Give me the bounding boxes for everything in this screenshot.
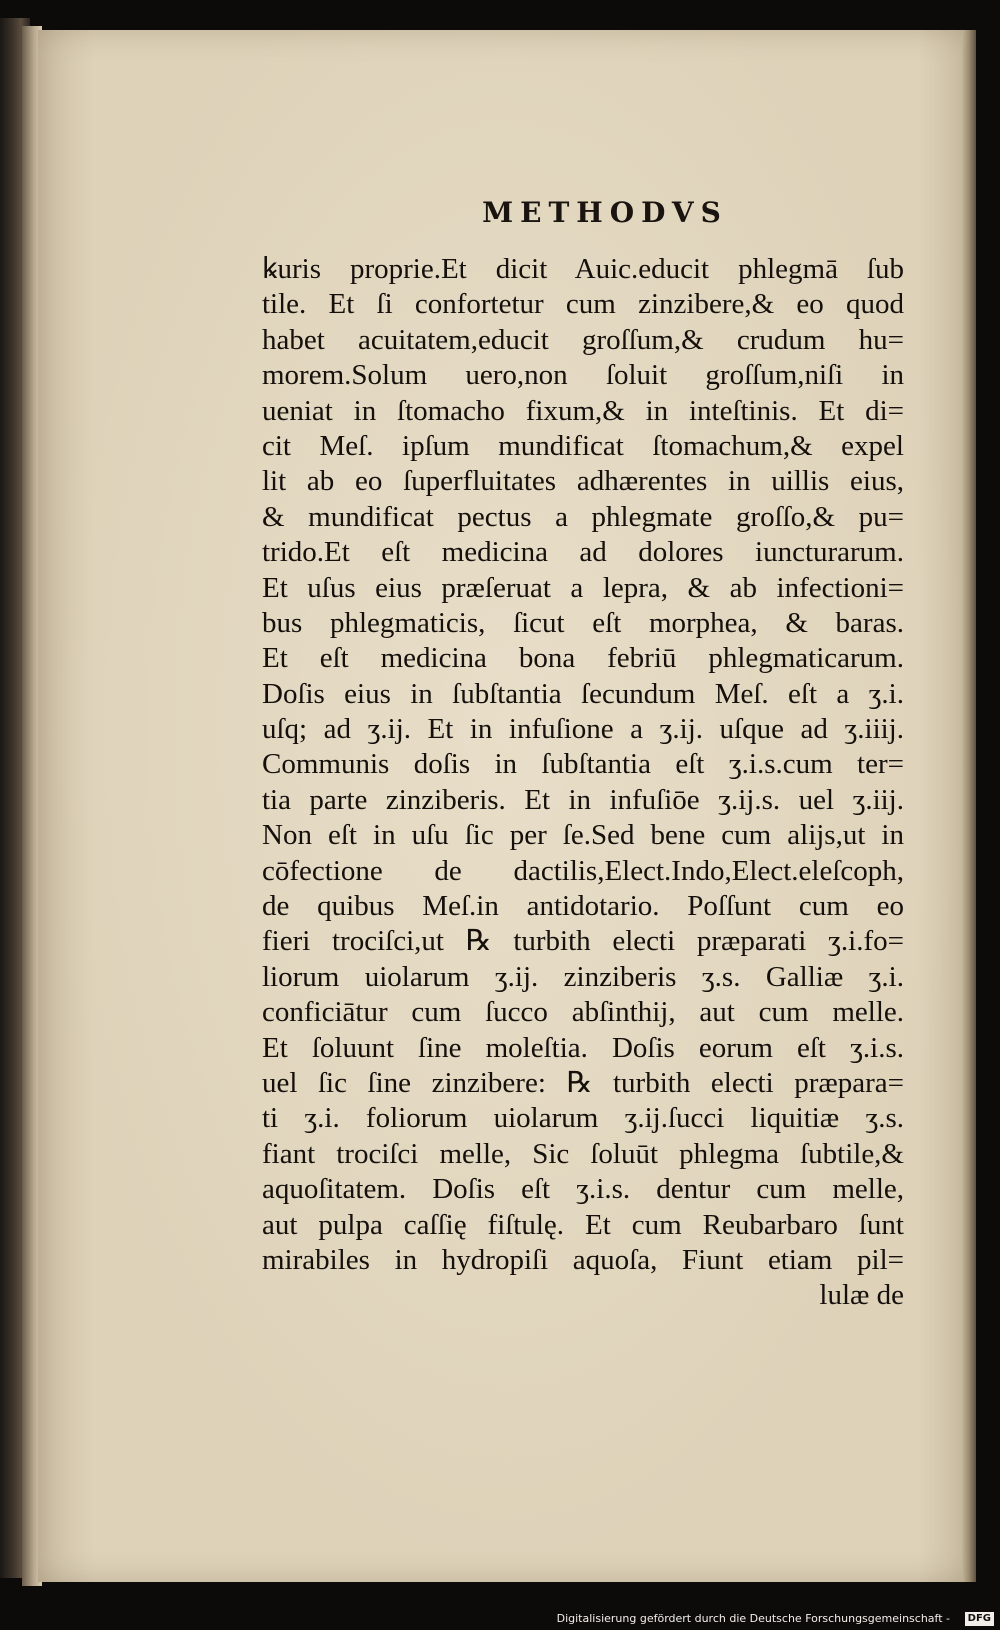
text-line: lit ab eo ſuperfluitates adhærentes in uillis eius, bbox=[262, 465, 904, 498]
text-line: ꝃuris proprie.Et dicit Auic.educit phlegmā ſub bbox=[262, 253, 904, 285]
text-line: cit Meſ. ipſum mundificat ſtomachum,& expel bbox=[262, 429, 904, 462]
text-line: Et uſus eius præſeruat a lepra, & ab infectioni= bbox=[262, 571, 904, 604]
text-line: morem.Solum uero,non ſoluit groſſum,niſi in bbox=[262, 359, 904, 392]
catchword-line: lulæ de bbox=[819, 1279, 904, 1312]
page-stack-edge bbox=[962, 30, 976, 1582]
text-line: Communis doſis in ſubſtantia eſt ʒ.i.s.cum ter= bbox=[262, 748, 904, 781]
text-line: uſq; ad ʒ.ij. Et in infuſione a ʒ.ij. uſque ad ʒ.iiij. bbox=[262, 713, 904, 746]
text-line: Doſis eius in ſubſtantia ſecundum Meſ. eſt a ʒ.i. bbox=[262, 677, 904, 710]
text-line: trido.Et eſt medicina ad dolores iuncturarum. bbox=[262, 536, 904, 569]
text-line: fieri trociſci,ut ℞ turbith electi præparati ʒ.i.fo= bbox=[262, 925, 904, 958]
body-text bbox=[262, 252, 904, 1314]
text-line: bus phlegmaticis, ſicut eſt morphea, & baras. bbox=[262, 606, 904, 639]
text-line: aquoſitatem. Doſis eſt ʒ.i.s. dentur cum melle, bbox=[262, 1173, 904, 1206]
text-line: Et ſoluunt ſine moleſtia. Doſis eorum eſt ʒ.i.s. bbox=[262, 1031, 904, 1064]
text-line: fiant trociſci melle, Sic ſoluūt phlegma ſubtile,& bbox=[262, 1137, 904, 1170]
text-line: ueniat in ſtomacho fixum,& in inteſtinis. Et di= bbox=[262, 394, 904, 427]
text-line: cōfectione de dactilis,Elect.Indo,Elect.eleſcoph, bbox=[262, 854, 904, 887]
text-line: aut pulpa caſſię fiſtulę. Et cum Reubarbaro ſunt bbox=[262, 1208, 904, 1241]
text-line: habet acuitatem,educit groſſum,& crudum hu= bbox=[262, 323, 904, 356]
text-line: uel ſic ſine zinzibere: ℞ turbith electi præpara= bbox=[262, 1066, 904, 1099]
text-line: conficiātur cum ſucco abſinthij, aut cum melle. bbox=[262, 996, 904, 1029]
text-line: tia parte zinziberis. Et in infuſiōe ʒ.ij.s. uel ʒ.iij. bbox=[262, 783, 904, 816]
text-line: mirabiles in hydropiſi aquoſa, Fiunt etiam pil= bbox=[262, 1243, 904, 1276]
text-line: tile. Et ſi confortetur cum zinzibere,& eo quod bbox=[262, 288, 904, 321]
text-line: de quibus Meſ.in antidotario. Poſſunt cum eo bbox=[262, 890, 904, 923]
text-line: Non eſt in uſu ſic per ſe.Sed bene cum alijs,ut in bbox=[262, 819, 904, 852]
dfg-logo: DFG bbox=[965, 1612, 994, 1626]
funding-credit: Digitalisierung gefördert durch die Deutsche Forschungsgemeinschaft - bbox=[556, 1612, 950, 1625]
running-head: METHODVS bbox=[482, 196, 728, 229]
text-line: liorum uiolarum ʒ.ij. zinziberis ʒ.s. Galliæ ʒ.i. bbox=[262, 960, 904, 993]
text-line: Et eſt medicina bona febriū phlegmaticarum. bbox=[262, 642, 904, 675]
text-line: ti ʒ.i. foliorum uiolarum ʒ.ij.ſucci liquitiæ ʒ.s. bbox=[262, 1102, 904, 1135]
text-line: & mundificat pectus a phlegmate groſſo,& pu= bbox=[262, 500, 904, 533]
